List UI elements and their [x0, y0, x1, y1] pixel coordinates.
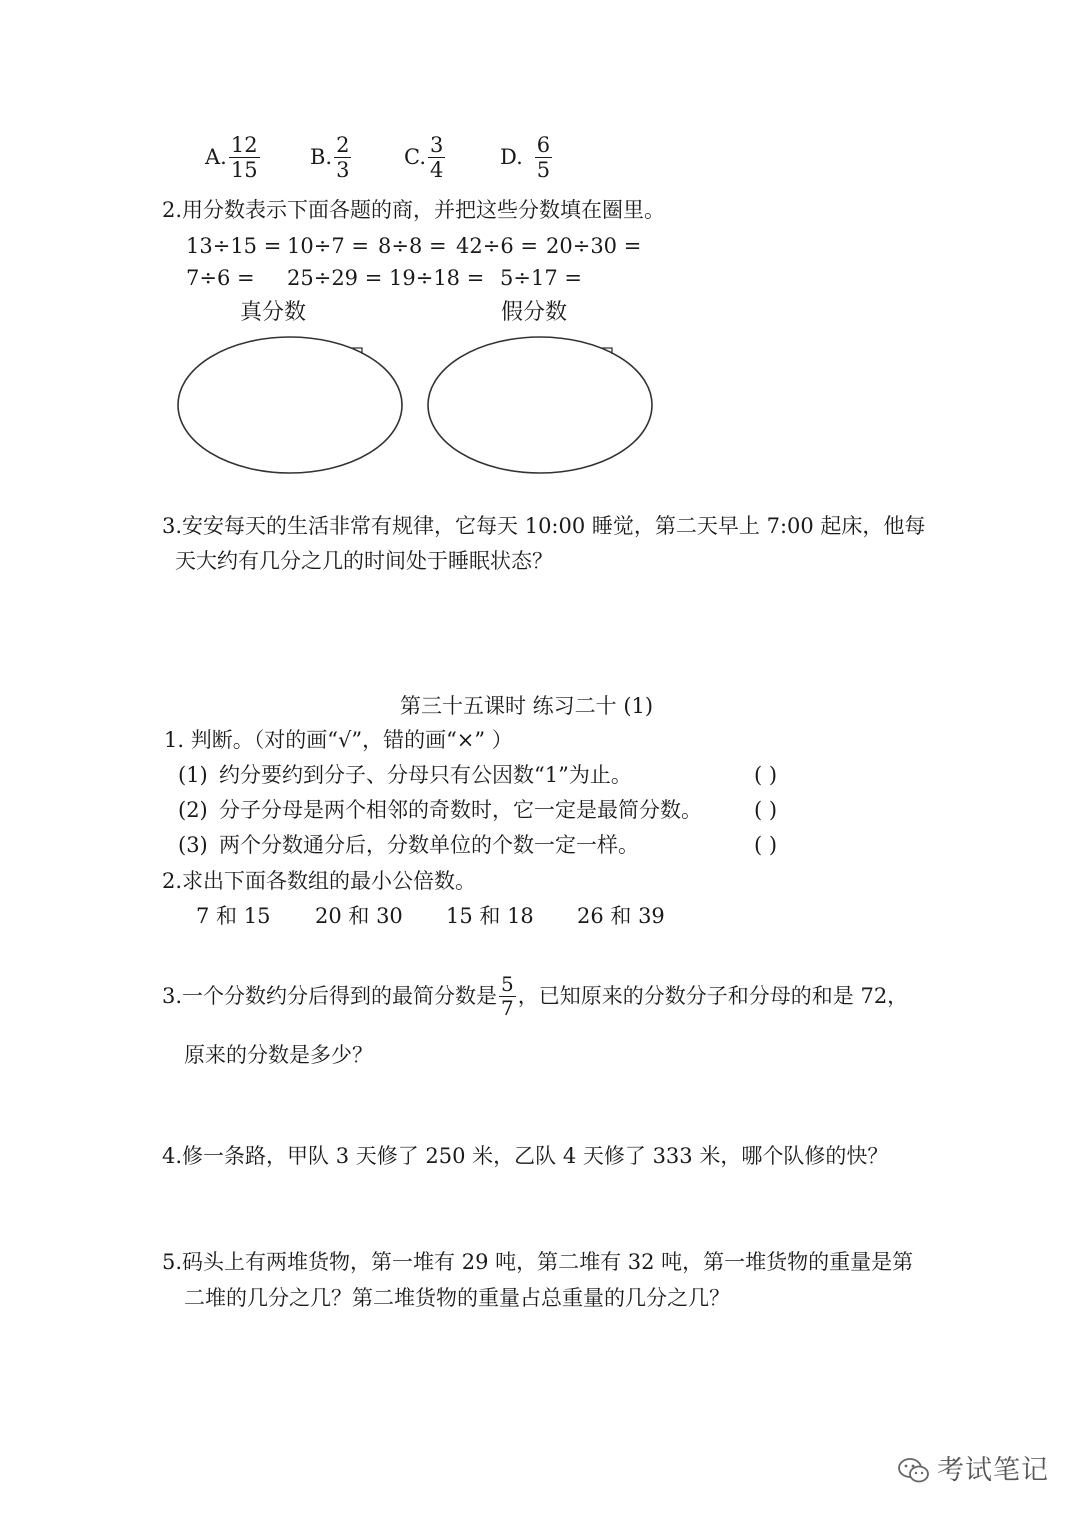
- lcm-pair: 15 和 18: [446, 904, 534, 928]
- fraction: $\frac{3}{4}$: [430, 133, 444, 183]
- judge-item-text: 分子分母是两个相邻的奇数时，它一定是最简分数。: [219, 798, 702, 822]
- fraction: $\frac{2}{3}$: [336, 133, 350, 183]
- judge-item-text: 约分要约到分子、分母只有公因数“1”为止。: [219, 763, 632, 787]
- improper-fraction-circle: [428, 337, 652, 473]
- watermark: [897, 1455, 1049, 1487]
- fraction: $\frac{12}{15}$: [230, 133, 258, 183]
- lcm-pair: 20 和 30: [315, 904, 403, 928]
- division-item: 13÷15 =: [186, 234, 282, 258]
- proper-fraction-circle: [178, 337, 402, 473]
- label-improper-fraction: 假分数: [501, 300, 568, 325]
- answer-blank[interactable]: ( ): [754, 833, 778, 857]
- judge-item-text: 两个分数通分后，分数单位的个数一定一样。: [219, 833, 639, 857]
- question-3-line-2: 天大约有几分之几的时间处于睡眠状态？: [175, 549, 553, 573]
- question-4: 4.修一条路，甲队 3 天修了 250 米，乙队 4 天修了 333 米，哪个队修的快？: [162, 1144, 889, 1168]
- wechat-icon: [897, 1456, 931, 1486]
- fraction: $\frac{6}{5}$: [536, 133, 551, 183]
- answer-blank[interactable]: ( ): [754, 763, 778, 787]
- division-item: 5÷17 =: [500, 266, 582, 290]
- division-item: 42÷6 =: [456, 234, 538, 258]
- lcm-pair: 26 和 39: [577, 904, 665, 928]
- option-a: A. $\frac{12}{15}$: [205, 133, 258, 183]
- question-5-line-2: 二堆的几分之几？第二堆货物的重量占总重量的几分之几？: [184, 1286, 730, 1310]
- division-item: 7÷6 =: [186, 266, 255, 290]
- division-item: 10÷7 =: [287, 234, 369, 258]
- label-proper-fraction: 真分数: [240, 300, 307, 325]
- option-c: C. $\frac{3}{4}$: [404, 133, 444, 183]
- judge-item-number: (3): [178, 833, 208, 857]
- question-3-line-1: 3.安安每天的生活非常有规律，它每天 10:00 睡觉，第二天早上 7:00 起床，他每: [162, 514, 926, 538]
- division-item: 8÷8 =: [378, 234, 447, 258]
- judge-item-number: (2): [178, 798, 208, 822]
- division-item: 25÷29 =: [287, 266, 383, 290]
- judge-prompt: 1. 判断。（对的画“√”，错的画“×” ）: [164, 728, 513, 752]
- option-b: B. $\frac{2}{3}$: [310, 133, 350, 183]
- question-2-prompt: 2.用分数表示下面各题的商，并把这些分数填在圈里。: [162, 198, 666, 222]
- judge-item-number: (1): [178, 763, 208, 787]
- division-item: 19÷18 =: [389, 266, 485, 290]
- fraction-five-sevenths: $\frac{5}{7}$: [501, 972, 514, 1020]
- division-item: 20÷30 =: [546, 234, 642, 258]
- question-3-fraction-line-2: 原来的分数是多少？: [184, 1043, 373, 1067]
- lesson-title: 第三十五课时 练习二十 (1): [400, 694, 654, 718]
- question-3-fraction-line-1: 3.一个分数约分后得到的最简分数是 $\frac{5}{7}$ ，已知原来的分数分子和分母的和是 72，: [162, 972, 909, 1020]
- lcm-pair: 7 和 15: [196, 904, 271, 928]
- lcm-prompt: 2.求出下面各数组的最小公倍数。: [162, 869, 477, 893]
- answer-blank[interactable]: ( ): [754, 798, 778, 822]
- watermark-text: 考试笔记: [937, 1455, 1049, 1486]
- question-5-line-1: 5.码头上有两堆货物，第一堆有 29 吨，第二堆有 32 吨，第一堆货物的重量是第: [162, 1250, 914, 1274]
- option-d: D. $\frac{6}{5}$: [500, 133, 551, 183]
